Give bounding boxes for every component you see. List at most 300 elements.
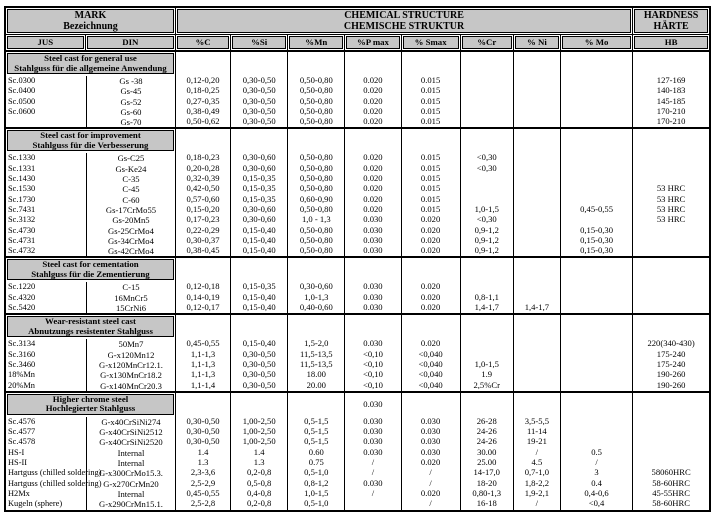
jus-cell: Sc.0500 — [6, 97, 87, 107]
cell-value: 0,50-0,80 — [299, 162, 333, 173]
cell-value: 24-26 — [476, 426, 497, 437]
cell-value: 190-260 — [656, 369, 686, 380]
cell-value — [633, 163, 709, 173]
column-header-spacer: 0.030 — [363, 399, 383, 410]
cell-value: 0.020 — [420, 302, 441, 313]
cell-value — [514, 349, 560, 359]
column-header-spacer — [461, 52, 513, 75]
value-column — [175, 51, 230, 128]
cell-value: 58-60HRC — [652, 477, 690, 488]
column-header-spacer — [231, 258, 287, 281]
cell-value: 0.030 — [420, 436, 441, 447]
cell-value: 0.020 — [363, 105, 383, 116]
cell-value: 0,30-0,50 — [242, 116, 276, 127]
value-column — [633, 314, 710, 391]
cell-value: 0,50-0,80 — [299, 183, 333, 194]
cell-value: 0,15-0,40 — [242, 234, 276, 245]
column-header-spacer — [514, 393, 560, 416]
cell-value: 0.020 — [363, 95, 383, 106]
section-title-de: Stahlguss für die Zementierung — [31, 268, 150, 279]
cell-value — [514, 85, 560, 95]
table-row — [6, 195, 175, 205]
cell-value: 0,15-0,35 — [242, 193, 276, 204]
cell-value: 1,0 - 1,3 — [301, 214, 331, 225]
cell-value: 0,45-0,55 — [580, 203, 614, 214]
cell-value: 53 HRC — [656, 203, 686, 214]
cell-value — [514, 106, 560, 116]
cell-value: 0.030 — [363, 245, 383, 256]
value-column — [231, 314, 288, 391]
cell-value: 58-60HRC — [652, 498, 690, 509]
col-header-s-max: % Smax — [401, 35, 460, 52]
table-column-header-row — [5, 35, 710, 52]
section-row-2 — [5, 257, 710, 314]
section-title-en: Wear-resistant steel cast — [45, 316, 136, 327]
table-row — [6, 350, 175, 360]
column-header-spacer — [176, 129, 230, 152]
cell-value: 0.020 — [420, 281, 441, 292]
jus-cell: Sc.1330 — [6, 153, 87, 163]
cell-value: 0,30-0,60 — [299, 281, 333, 292]
column-header-spacer — [561, 129, 632, 152]
din-cell: Gs-25CrMo4 — [108, 225, 154, 236]
jus-cell — [6, 117, 87, 127]
cell-value — [461, 96, 513, 106]
table-row — [6, 417, 175, 427]
cell-value: 175-240 — [656, 358, 686, 369]
cell-value: 0.020 — [363, 203, 383, 214]
din-cell: Gs-45 — [120, 86, 142, 97]
cell-value: 1.3 — [253, 457, 265, 468]
table-row — [6, 489, 175, 499]
din-cell: Gs-70 — [120, 117, 142, 128]
mark-header — [5, 7, 175, 35]
cell-value — [633, 457, 709, 467]
column-header-spacer — [514, 129, 560, 152]
cell-value: 1,1-1,3 — [190, 358, 216, 369]
cell-value: 1.4 — [197, 446, 209, 457]
din-cell: C-15 — [122, 282, 140, 293]
table-row — [6, 458, 175, 468]
cell-value: / — [371, 487, 375, 498]
hardness-title: HARDNESS — [643, 10, 699, 21]
cell-value: 0,38-0,49 — [186, 105, 220, 116]
cell-value: / — [371, 467, 375, 478]
value-column — [460, 128, 513, 257]
cell-value: 0,4-0,6 — [584, 487, 609, 498]
cell-value: 1,1-1,3 — [190, 348, 216, 359]
col-header-ni: % Ni — [513, 35, 560, 52]
section-row-4 — [5, 392, 710, 511]
table-row — [6, 76, 175, 86]
column-header-spacer — [231, 129, 287, 152]
col-header-hb: HB — [633, 35, 710, 52]
section-row-0 — [5, 51, 710, 128]
cell-value: 127-169 — [656, 75, 686, 85]
value-column — [175, 257, 230, 314]
cell-value: 0.030 — [363, 415, 383, 426]
cell-value: <0,040 — [418, 348, 443, 359]
cell-value: 1,4-1,7 — [524, 302, 550, 313]
cell-value: 0,30-0,50 — [186, 426, 220, 437]
cell-value: 170-210 — [656, 105, 686, 116]
cell-value: 0.030 — [363, 477, 383, 488]
section-title-en: Steel cast for cementation — [42, 259, 139, 270]
cell-value: / — [429, 498, 432, 509]
section-mark-block — [5, 257, 175, 314]
cell-value — [461, 349, 513, 359]
cell-value: 0,12-0,17 — [186, 302, 220, 313]
jus-cell: 18%Mn — [6, 370, 87, 380]
value-column — [288, 314, 345, 391]
cell-value: 0,5-1,0 — [304, 467, 329, 478]
section-title-de: Stahlguss für die Verbesserung — [32, 139, 149, 150]
jus-cell: Sc.3132 — [6, 215, 87, 225]
cell-value: 0.030 — [363, 426, 383, 437]
cell-value: 0.75 — [308, 457, 324, 468]
section-title-en: Higher chrome steel — [52, 393, 129, 404]
cell-value: 53 HRC — [656, 214, 686, 225]
cell-value: 0,15-0,40 — [242, 338, 276, 349]
cell-value: 2,3-3,6 — [190, 467, 216, 478]
cell-value: 0,20-0,28 — [186, 162, 220, 173]
cell-value: 0.020 — [363, 75, 383, 85]
value-column — [633, 392, 710, 511]
table-row — [6, 226, 175, 236]
value-column — [231, 392, 288, 511]
cell-value: / — [429, 477, 432, 488]
cell-value — [561, 359, 632, 369]
cell-value — [514, 75, 560, 85]
din-cell: Gs-20Mn5 — [112, 215, 150, 226]
cell-value: <0,30 — [476, 214, 497, 225]
cell-value — [633, 281, 709, 291]
column-header-spacer — [561, 315, 632, 338]
cell-value — [461, 281, 513, 291]
value-column — [513, 128, 560, 257]
cell-value — [461, 75, 513, 85]
cell-value: 0.5 — [591, 446, 602, 457]
cell-value: 18-20 — [476, 477, 497, 488]
cell-value — [561, 338, 632, 348]
cell-value: 0,30-0,50 — [186, 436, 220, 447]
cell-value: 0,5-1,5 — [304, 415, 329, 426]
jus-cell: Sc.3134 — [6, 339, 87, 349]
cell-value: 0.020 — [363, 85, 383, 96]
jus-cell: Sc.3460 — [6, 360, 87, 370]
cell-value: <0,10 — [363, 379, 383, 390]
cell-value: 220(340-430) — [647, 338, 695, 349]
cell-value: 3 — [594, 467, 599, 478]
column-header-spacer — [288, 129, 344, 152]
cell-value — [514, 359, 560, 369]
cell-value: 175-240 — [656, 348, 686, 359]
cell-value: 0,30-0,50 — [242, 105, 276, 116]
cell-value: 1,0-1,5 — [474, 203, 499, 214]
cell-value: 20.00 — [306, 379, 326, 390]
value-column — [345, 392, 401, 511]
cell-value: 1.3 — [197, 457, 209, 468]
column-header-spacer — [288, 258, 344, 281]
table-row — [6, 468, 175, 478]
cell-value: <0,040 — [418, 358, 443, 369]
cell-value: 1,0-1,5 — [474, 358, 499, 369]
cell-value — [461, 173, 513, 183]
cell-value — [514, 245, 560, 255]
din-cell: G-x140MnCr20.3 — [100, 380, 162, 391]
cell-value: 0.020 — [420, 214, 441, 225]
din-cell: C-35 — [122, 174, 140, 185]
cell-value: 0,30-0,60 — [242, 152, 276, 163]
col-header-mn: %Mn — [288, 35, 345, 52]
din-cell: Internal — [117, 458, 145, 469]
cell-value: 0,30-0,50 — [242, 358, 276, 369]
cell-value: 0,40-0,60 — [299, 302, 333, 313]
cell-value — [633, 292, 709, 302]
cell-value — [633, 447, 709, 457]
jus-cell: Sc.4577 — [6, 427, 87, 437]
cell-value: 24-26 — [476, 436, 497, 447]
value-column — [513, 257, 560, 314]
cell-value: 0,15-0,20 — [186, 203, 220, 214]
cell-value — [633, 225, 709, 235]
table-row — [6, 437, 175, 447]
table-row — [6, 360, 175, 370]
section-title — [7, 394, 174, 415]
cell-value: 0.020 — [420, 234, 441, 245]
cell-value: 58060HRC — [651, 467, 691, 478]
din-cell: Gs-17CrMo55 — [105, 204, 157, 215]
jus-cell: Sc.1220 — [6, 282, 87, 292]
cell-value — [561, 85, 632, 95]
column-header-spacer — [514, 52, 560, 75]
table-row — [6, 236, 175, 246]
din-cell: Gs-C25 — [117, 153, 145, 164]
cell-value: 1.9 — [481, 369, 493, 380]
table-row — [6, 107, 175, 117]
cell-value: 0,14-0,19 — [186, 291, 220, 302]
cell-value: 0,30-0,50 — [242, 369, 276, 380]
table-row — [6, 117, 175, 127]
cell-value: 1,00-2,50 — [242, 415, 276, 426]
jus-cell: Sc.4576 — [6, 417, 87, 427]
cell-value — [561, 152, 632, 162]
cell-value — [561, 214, 632, 224]
section-mark-block — [5, 128, 175, 257]
cell-value: 0.4 — [591, 477, 602, 488]
cell-value: 0.015 — [420, 173, 441, 184]
value-column — [175, 128, 230, 257]
value-column — [513, 314, 560, 391]
column-header-spacer — [461, 129, 513, 152]
cell-value: 0.020 — [363, 183, 383, 194]
jus-cell: H2Mx — [6, 489, 87, 499]
column-header-spacer — [402, 258, 460, 281]
chemical-title: CHEMICAL STRUCTURE — [344, 10, 464, 21]
cell-value: 1,1-1,4 — [190, 379, 216, 390]
column-header-spacer — [402, 129, 460, 152]
cell-value: 0,7-1,0 — [524, 467, 550, 478]
cell-value: 0,15-0,35 — [242, 173, 276, 184]
cell-value — [561, 194, 632, 204]
cell-value — [561, 416, 632, 426]
section-title-de: Hochlegierter Stahlguss — [45, 403, 136, 414]
cell-value — [514, 116, 560, 126]
table-row — [6, 164, 175, 174]
cell-value: 0.015 — [420, 75, 441, 85]
din-cell: Gs-42CrMo4 — [108, 246, 154, 257]
section-title — [7, 316, 174, 337]
column-header-spacer — [461, 315, 513, 338]
jus-cell: Sc.1730 — [6, 195, 87, 205]
cell-value: <0,10 — [363, 369, 383, 380]
mark-rows — [6, 339, 175, 390]
cell-value: 0,50-0,62 — [186, 116, 220, 127]
cell-value: 0,50-0,80 — [299, 152, 333, 163]
cell-value: 3,5-5,5 — [524, 415, 550, 426]
cell-value: 11,5-13,5 — [299, 348, 333, 359]
column-header-spacer — [345, 129, 400, 152]
cell-value — [514, 281, 560, 291]
cell-value: 0,8-1,2 — [304, 477, 329, 488]
value-column — [231, 257, 288, 314]
din-cell: 15CrNi6 — [115, 303, 147, 314]
cell-value — [561, 436, 632, 446]
cell-value: 0,30-0,50 — [242, 348, 276, 359]
cell-value: 2,5-2,9 — [190, 477, 216, 488]
column-header-spacer — [633, 258, 709, 281]
cell-value: 0,2-0,8 — [246, 498, 272, 509]
cell-value: 11,5-13,5 — [299, 358, 333, 369]
cell-value: 1,00-2,50 — [242, 436, 276, 447]
cell-value: 0.030 — [363, 281, 383, 292]
cell-value: <0,10 — [363, 358, 383, 369]
cell-value — [561, 116, 632, 126]
jus-cell: Sc.1530 — [6, 184, 87, 194]
jus-cell: Hartguss (chilled soldering) — [8, 468, 102, 478]
cell-value: 0,15-0,35 — [242, 183, 276, 194]
din-cell: 16MnCr5 — [114, 292, 148, 303]
column-header-spacer — [402, 393, 460, 416]
cell-value: / — [535, 498, 539, 509]
cell-value — [461, 85, 513, 95]
din-cell: Gs-Ke24 — [115, 163, 147, 174]
cell-value: 0,27-0,35 — [186, 95, 220, 106]
cell-value: 0.030 — [363, 224, 383, 235]
cell-value: 140-183 — [656, 85, 686, 96]
cell-value — [633, 173, 709, 183]
column-header-spacer — [514, 315, 560, 338]
cell-value — [561, 183, 632, 193]
cell-value: 0,30-0,50 — [242, 75, 276, 85]
cell-value: 0,15-0,40 — [242, 224, 276, 235]
value-column — [288, 392, 345, 511]
mark-subtitle: Bezeichnung — [63, 21, 118, 32]
cell-value: 0.020 — [420, 245, 441, 256]
cell-value: 0,50-0,80 — [299, 95, 333, 106]
cell-value: 45-55HRC — [652, 487, 690, 498]
cell-value — [561, 426, 632, 436]
cell-value: 0,15-0,35 — [242, 281, 276, 292]
column-header-spacer — [461, 258, 513, 281]
column-header-spacer — [176, 393, 230, 416]
cell-value — [514, 183, 560, 193]
jus-cell: 20%Mn — [6, 381, 87, 391]
cell-value — [514, 96, 560, 106]
table-row — [6, 246, 175, 256]
cell-value: 0,5-1,5 — [304, 436, 329, 447]
col-header-mo: % Mo — [560, 35, 632, 52]
jus-cell: Sc.4732 — [6, 246, 87, 256]
jus-cell: Hartguss (chilled soldering) — [8, 478, 102, 488]
cell-value: 0,9-1,2 — [474, 224, 499, 235]
jus-cell: Sc.5420 — [6, 303, 87, 313]
cell-value: 0,5-0,8 — [246, 477, 272, 488]
cell-value: 18.00 — [306, 369, 326, 380]
cell-value: <0,040 — [418, 379, 443, 390]
column-header-spacer — [288, 315, 344, 338]
cell-value: 1,0-1,3 — [304, 291, 329, 302]
table-row — [6, 381, 175, 391]
cell-value: 0.030 — [363, 338, 383, 349]
table-row — [6, 427, 175, 437]
column-header-spacer — [561, 52, 632, 75]
din-cell: G-x40CrSiNi2520 — [99, 437, 163, 448]
cell-value: <0,040 — [418, 369, 443, 380]
cell-value: 30.00 — [477, 446, 497, 457]
column-header-spacer — [633, 129, 709, 152]
cell-value: 0,50-0,80 — [299, 75, 333, 85]
cell-value: 0.015 — [420, 162, 441, 173]
value-column — [231, 51, 288, 128]
mark-rows — [6, 76, 175, 127]
cell-value — [461, 338, 513, 348]
cell-value: 0.030 — [363, 234, 383, 245]
section-row-3 — [5, 314, 710, 391]
cell-value: 0.020 — [420, 487, 441, 498]
cell-value — [633, 245, 709, 255]
din-cell: G-x300CrMo15.3. — [98, 468, 163, 479]
cell-value — [514, 194, 560, 204]
value-column — [401, 314, 460, 391]
value-column — [560, 128, 632, 257]
din-cell: G-x270CrMn20 — [103, 478, 159, 489]
cell-value: 0,15-0,30 — [580, 245, 614, 256]
cell-value — [561, 106, 632, 116]
cell-value: 0.015 — [420, 193, 441, 204]
value-column — [401, 51, 460, 128]
cell-value: 0.020 — [363, 152, 383, 163]
col-header-din: DIN — [85, 35, 175, 52]
col-header-si: %Si — [231, 35, 288, 52]
table-row — [6, 205, 175, 215]
din-cell: G-x120Mn12 — [107, 349, 155, 360]
cell-value: 0.60 — [308, 446, 324, 457]
value-column — [401, 128, 460, 257]
column-header-spacer — [402, 315, 460, 338]
cell-value — [461, 194, 513, 204]
value-column — [560, 51, 632, 128]
table-row — [6, 448, 175, 458]
din-cell: Gs -38 — [119, 76, 143, 86]
cell-value: 2,5%Cr — [473, 379, 500, 390]
jus-cell: Sc.1331 — [6, 164, 87, 174]
cell-value: 0.015 — [420, 116, 441, 127]
cell-value — [633, 416, 709, 426]
cell-value — [561, 292, 632, 302]
din-cell: Gs-60 — [120, 106, 142, 117]
jus-cell: Sc.3160 — [6, 350, 87, 360]
